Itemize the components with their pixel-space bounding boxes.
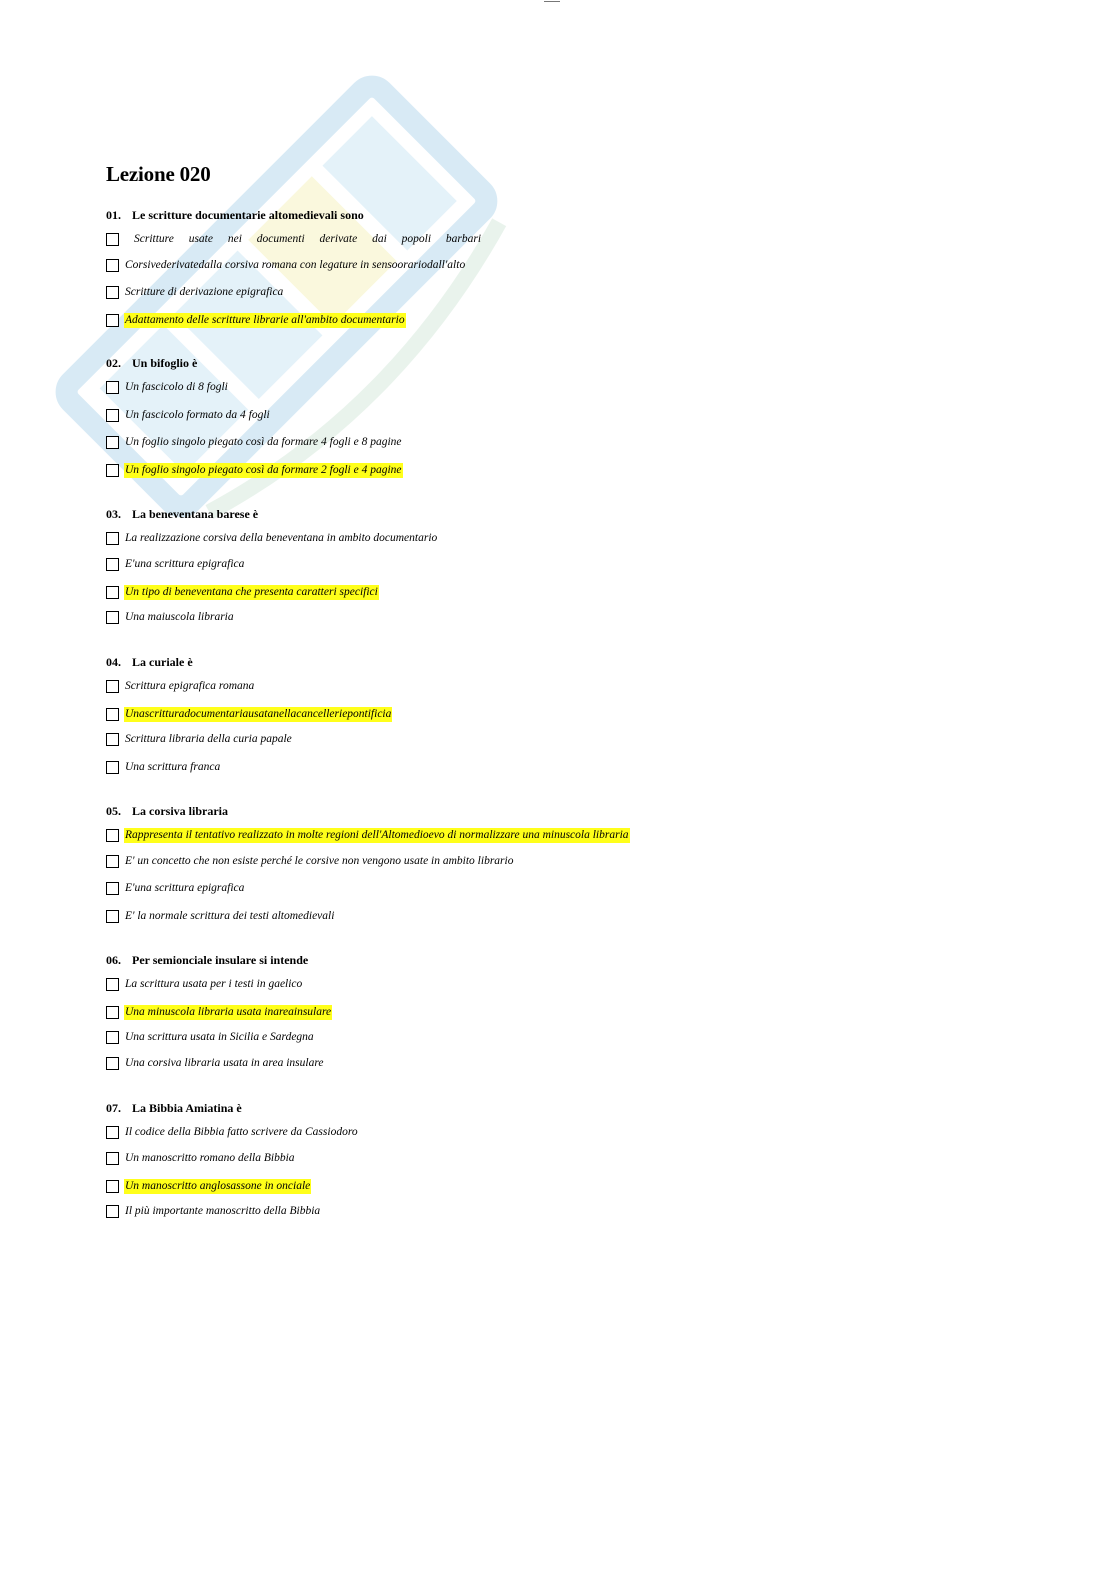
answer-text: La scrittura usata per i testi in gaelico: [125, 978, 303, 990]
checkbox[interactable]: [106, 611, 119, 624]
checkbox[interactable]: [106, 761, 119, 774]
answer-text: Un foglio singolo piegato così da formare 4 fogli e 8 pagine: [125, 436, 402, 448]
answer-text: E'una scrittura epigrafica: [125, 882, 245, 894]
correct-answer-text: Rappresenta il tentativo realizzato in molte regioni dell'Altomedioevo di normalizzare una minuscola libraria: [125, 829, 629, 841]
checkbox[interactable]: [106, 680, 119, 693]
question-number: 04.: [106, 655, 121, 669]
answer-text: Un fascicolo di 8 fogli: [125, 381, 228, 393]
checkbox[interactable]: [106, 708, 119, 721]
question-heading: [106, 207, 1006, 223]
answer-text: E' la normale scrittura dei testi altomedievali: [125, 910, 335, 922]
checkbox[interactable]: [106, 532, 119, 545]
correct-answer-text: Unascritturadocumentariausatanellacancelleriepontificia: [125, 708, 392, 720]
question-4: [106, 654, 1006, 773]
question-heading: [106, 952, 1006, 968]
question-number: 07.: [106, 1101, 121, 1115]
question-heading: [106, 506, 1006, 522]
question-number: 05.: [106, 804, 121, 818]
correct-answer-text: Un tipo di beneventana che presenta caratteri specifici: [125, 586, 378, 598]
checkbox[interactable]: [106, 436, 119, 449]
checkbox[interactable]: [106, 233, 119, 246]
checkbox[interactable]: [106, 314, 119, 327]
question-heading: [106, 654, 1006, 670]
question-1: [106, 207, 1006, 326]
answer-text: Corsivederivatedalla corsiva romana con legature in sensoorariodall'alto: [125, 259, 466, 271]
question-text: La Bibbia Amiatina è: [132, 1101, 242, 1115]
question-number: 03.: [106, 507, 121, 521]
question-text: Un bifoglio è: [132, 356, 198, 370]
question-text: La curiale è: [132, 655, 193, 669]
correct-answer-text: Un manoscritto anglosassone in onciale: [125, 1180, 311, 1192]
checkbox[interactable]: [106, 733, 119, 746]
question-2: [106, 355, 1006, 476]
question-text: Per semionciale insulare si intende: [132, 953, 309, 967]
checkbox[interactable]: [106, 1126, 119, 1139]
correct-answer-text: Una minuscola libraria usata inareainsulare: [125, 1006, 332, 1018]
checkbox[interactable]: [106, 910, 119, 923]
answer-text: Il codice della Bibbia fatto scrivere da Cassiodoro: [125, 1126, 358, 1138]
checkbox[interactable]: [106, 1006, 119, 1019]
checkbox[interactable]: [106, 381, 119, 394]
question-text: La corsiva libraria: [132, 804, 228, 818]
page-title: Lezione 020: [106, 162, 211, 186]
question-text: Le scritture documentarie altomedievali sono: [132, 208, 364, 222]
checkbox[interactable]: [106, 286, 119, 299]
checkbox[interactable]: [106, 586, 119, 599]
checkbox[interactable]: [106, 558, 119, 571]
answer-text: E'una scrittura epigrafica: [125, 558, 245, 570]
question-number: 06.: [106, 953, 121, 967]
checkbox[interactable]: [106, 978, 119, 991]
question-heading: [106, 1100, 1006, 1116]
checkbox[interactable]: [106, 1057, 119, 1070]
page-top-mark: [542, 0, 562, 3]
answer-text: Scrittura epigrafica romana: [125, 680, 255, 692]
answer-text: Una corsiva libraria usata in area insulare: [125, 1057, 324, 1069]
answer-text: Scrittura libraria della curia papale: [125, 733, 292, 745]
question-3: [106, 506, 1006, 623]
question-7: [106, 1100, 1006, 1217]
answer-text: Una maiuscola libraria: [125, 611, 234, 623]
answer-text: Il più importante manoscritto della Bibbia: [125, 1205, 321, 1217]
checkbox[interactable]: [106, 409, 119, 422]
question-5: [106, 803, 1006, 922]
checkbox[interactable]: [106, 829, 119, 842]
checkbox[interactable]: [106, 855, 119, 868]
checkbox[interactable]: [106, 1152, 119, 1165]
checkbox[interactable]: [106, 1205, 119, 1218]
question-heading: [106, 355, 1006, 371]
answer-text: Un fascicolo formato da 4 fogli: [125, 409, 270, 421]
correct-answer-text: Un foglio singolo piegato così da formare 2 fogli e 4 pagine: [125, 464, 402, 476]
watermark-logo: [20, 40, 540, 560]
question-text: La beneventana barese è: [132, 507, 259, 521]
answer-text: E' un concetto che non esiste perché le corsive non vengono usate in ambito librario: [125, 855, 514, 867]
answer-text: Un manoscritto romano della Bibbia: [125, 1152, 295, 1164]
checkbox[interactable]: [106, 882, 119, 895]
checkbox[interactable]: [106, 1180, 119, 1193]
checkbox[interactable]: [106, 259, 119, 272]
answer-text: Una scrittura franca: [125, 761, 221, 773]
correct-answer-text: Adattamento delle scritture librarie all'ambito documentario: [125, 314, 405, 326]
answer-text: Scritture di derivazione epigrafica: [125, 286, 284, 298]
checkbox[interactable]: [106, 1031, 119, 1044]
answer-text: La realizzazione corsiva della beneventana in ambito documentario: [125, 532, 438, 544]
question-number: 02.: [106, 356, 121, 370]
question-heading: [106, 803, 1006, 819]
question-6: [106, 952, 1006, 1069]
checkbox[interactable]: [106, 464, 119, 477]
question-number: 01.: [106, 208, 121, 222]
answer-text: Una scrittura usata in Sicilia e Sardegna: [125, 1031, 314, 1043]
answer-text: Scritture usate nei documenti derivate dai popoli barbari: [134, 233, 482, 245]
